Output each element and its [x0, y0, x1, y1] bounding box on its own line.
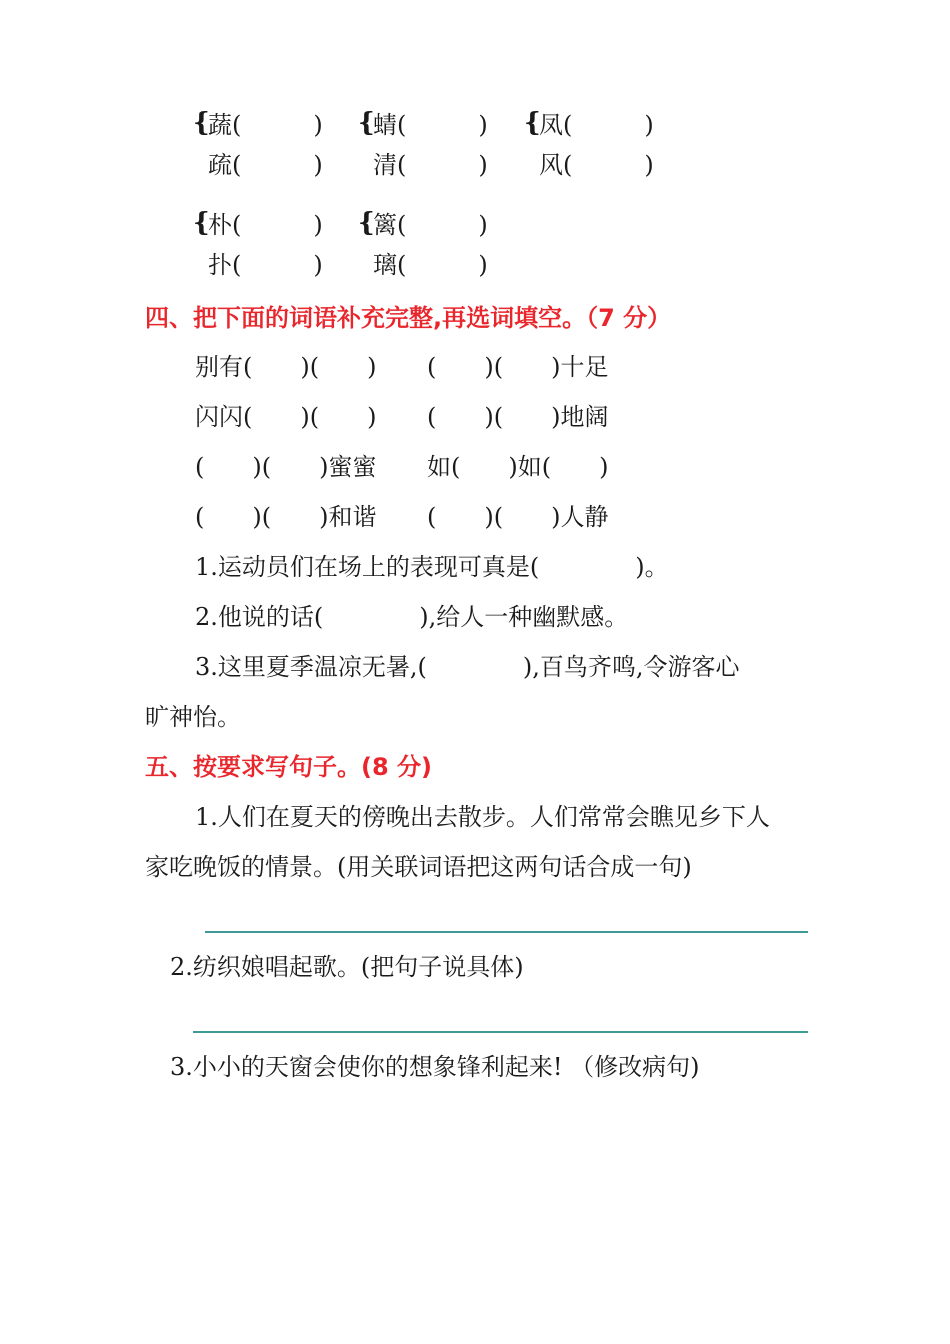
idiom-blank: 别有( )( ) — [195, 353, 377, 381]
question-text: 1.人们在夏天的傍晚出去散步。人们常常会瞧见乡下人 — [195, 803, 770, 831]
fill-in-sentence: 2.他说的话( ),给人一种幽默感。 — [195, 603, 629, 631]
idiom-blank: ( )( )和谐 — [195, 503, 377, 531]
answer-line[interactable] — [205, 931, 808, 933]
idiom-blank: ( )( )人静 — [427, 503, 609, 531]
question-text-continued: 家吃晚饭的情景。(用关联词语把这两句话合成一句) — [145, 853, 692, 881]
word-pair-item: 璃( ) — [373, 251, 488, 279]
word-pair-item: 疏( ) — [208, 151, 323, 179]
word-pair-item: 扑( ) — [208, 251, 323, 279]
idiom-blank: 如( )如( ) — [427, 453, 609, 481]
brace: { — [524, 108, 541, 138]
brace: { — [358, 108, 375, 138]
word-pair-item: 凤( ) — [539, 111, 654, 139]
word-pair-item: 清( ) — [373, 151, 488, 179]
word-pair-item: 蔬( ) — [208, 111, 323, 139]
fill-in-sentence: 3.这里夏季温凉无暑,( ),百鸟齐鸣,令游客心 — [195, 653, 740, 681]
section-heading: 五、按要求写句子。(8 分) — [145, 753, 432, 781]
fill-in-sentence: 1.运动员们在场上的表现可真是( )。 — [195, 553, 669, 581]
idiom-blank: ( )( )蜜蜜 — [195, 453, 377, 481]
idiom-blank: ( )( )十足 — [427, 353, 609, 381]
brace: { — [193, 108, 210, 138]
answer-line[interactable] — [193, 1031, 808, 1033]
question-text: 3.小小的天窗会使你的想象锋利起来! （修改病句) — [170, 1053, 700, 1081]
question-text: 2.纺织娘唱起歌。(把句子说具体) — [170, 953, 524, 981]
word-pair-item: 蜻( ) — [373, 111, 488, 139]
idiom-blank: ( )( )地阔 — [427, 403, 609, 431]
brace: { — [358, 208, 375, 238]
section-heading: 四、把下面的词语补充完整,再选词填空。（7 分） — [145, 304, 672, 332]
fill-in-sentence-continued: 旷神怡。 — [145, 703, 241, 731]
brace: { — [193, 208, 210, 238]
word-pair-item: 风( ) — [539, 151, 654, 179]
word-pair-item: 朴( ) — [208, 211, 323, 239]
idiom-blank: 闪闪( )( ) — [195, 403, 377, 431]
word-pair-item: 篱( ) — [373, 211, 488, 239]
